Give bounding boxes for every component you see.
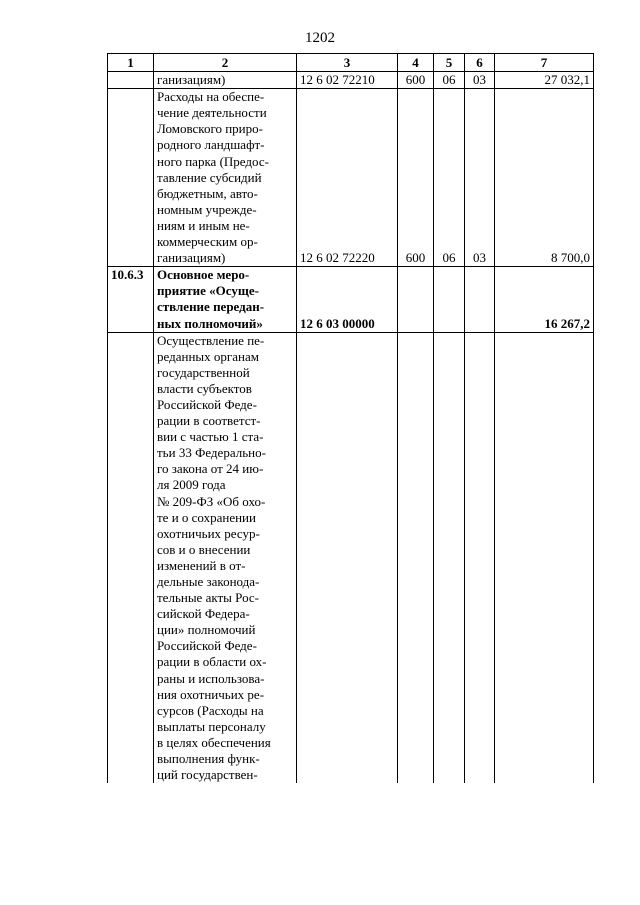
- description-line: ля 2009 года: [157, 477, 226, 493]
- description-line: го закона от 24 ию-: [157, 461, 264, 477]
- description-line: рации в области ох-: [157, 654, 267, 670]
- row-code: 12 6 03 00000: [297, 267, 398, 332]
- description-line: номным учрежде-: [157, 201, 257, 217]
- description-line: реданных органам: [157, 348, 259, 364]
- description-line: сурсов (Расходы на: [157, 702, 264, 718]
- description-line: сийской Федера-: [157, 606, 250, 622]
- row-col-5: [434, 332, 465, 783]
- row-col-6: [465, 267, 495, 332]
- row-description: [154, 267, 297, 332]
- description-line: изменений в от-: [157, 557, 246, 573]
- description-line: ции» полномочий: [157, 622, 256, 638]
- description-line: ниям и иным не-: [157, 217, 250, 233]
- description-line: дельные законода-: [157, 574, 260, 589]
- row-number: [108, 72, 154, 89]
- page-number: 1202: [305, 30, 335, 46]
- description-line: тьи 33 Федерально-: [157, 445, 266, 461]
- header-row: [108, 54, 594, 72]
- header-col-7: 7: [495, 54, 594, 72]
- row-amount: [495, 332, 594, 783]
- description-line: Расходы на обеспе-: [157, 89, 265, 105]
- row-col-4: [398, 267, 434, 332]
- description-line: ствление передан-: [157, 299, 265, 315]
- budget-table: [107, 53, 594, 783]
- row-amount: 8 700,0: [495, 89, 594, 267]
- row-col-4: [398, 332, 434, 783]
- row-description: [154, 89, 297, 267]
- row-amount: 27 032,1: [495, 72, 594, 89]
- description-line: приятие «Осуще-: [157, 283, 259, 299]
- header-col-6: 6: [465, 54, 495, 72]
- description-line: Ломовского приро-: [157, 121, 263, 137]
- description-line: ного парка (Предос-: [157, 153, 269, 169]
- table-row: [108, 72, 594, 89]
- row-code: [297, 332, 398, 783]
- description-line: бюджетным, авто-: [157, 185, 258, 201]
- description-line: охотничьих ресур-: [157, 525, 260, 541]
- description-line: ций государствен-: [157, 767, 258, 783]
- description-line: чение деятельности: [157, 105, 267, 121]
- row-code: 12 6 02 72210: [297, 72, 398, 89]
- row-amount: 16 267,2: [495, 267, 594, 332]
- description-line: государственной: [157, 364, 250, 380]
- description-line: выплаты персоналу: [157, 718, 266, 734]
- description-line: тавление субсидий: [157, 169, 262, 185]
- description-line: те и о сохранении: [157, 509, 256, 525]
- row-col-4: 600: [398, 72, 434, 89]
- header-col-1: 1: [108, 54, 154, 72]
- description-line: вии с частью 1 ста-: [157, 429, 264, 445]
- table-row: [108, 267, 594, 332]
- row-col-5: 06: [434, 89, 465, 267]
- description-line: Основное меро-: [157, 267, 250, 283]
- description-line: раны и использова-: [157, 670, 265, 686]
- description-line: ганизациям): [157, 72, 226, 88]
- description-line: тельные акты Рос-: [157, 590, 259, 606]
- header-col-2: 2: [154, 54, 297, 72]
- row-number: [108, 89, 154, 267]
- row-code: 12 6 02 72220: [297, 89, 398, 267]
- row-col-5: 06: [434, 72, 465, 89]
- row-col-4: 600: [398, 89, 434, 267]
- row-col-6: [465, 332, 495, 783]
- header-col-3: 3: [297, 54, 398, 72]
- description-line: Российской Феде-: [157, 396, 257, 412]
- row-number: [108, 332, 154, 783]
- description-line: № 209-ФЗ «Об охо-: [157, 493, 266, 509]
- description-line: сов и о внесении: [157, 541, 251, 557]
- description-line: Российской Феде-: [157, 638, 257, 654]
- description-line: ных полномочий»: [157, 315, 263, 331]
- header-col-4: 4: [398, 54, 434, 72]
- description-line: рации в соответст-: [157, 413, 261, 429]
- table-row: [108, 332, 594, 783]
- row-col-6: 03: [465, 89, 495, 267]
- table-row: [108, 89, 594, 267]
- description-line: выполнения функ-: [157, 751, 260, 767]
- row-description: [154, 72, 297, 89]
- row-col-5: [434, 267, 465, 332]
- description-line: в целях обеспечения: [157, 734, 271, 750]
- description-line: власти субъектов: [157, 380, 252, 396]
- description-line: родного ландшафт-: [157, 137, 265, 153]
- description-line: Осуществление пе-: [157, 332, 265, 348]
- description-line: коммерческим ор-: [157, 234, 258, 250]
- row-number: 10.6.3: [108, 267, 154, 332]
- header-col-5: 5: [434, 54, 465, 72]
- description-line: ганизациям): [157, 250, 226, 266]
- row-col-6: 03: [465, 72, 495, 89]
- description-line: ния охотничьих ре-: [157, 686, 265, 702]
- row-description: [154, 332, 297, 783]
